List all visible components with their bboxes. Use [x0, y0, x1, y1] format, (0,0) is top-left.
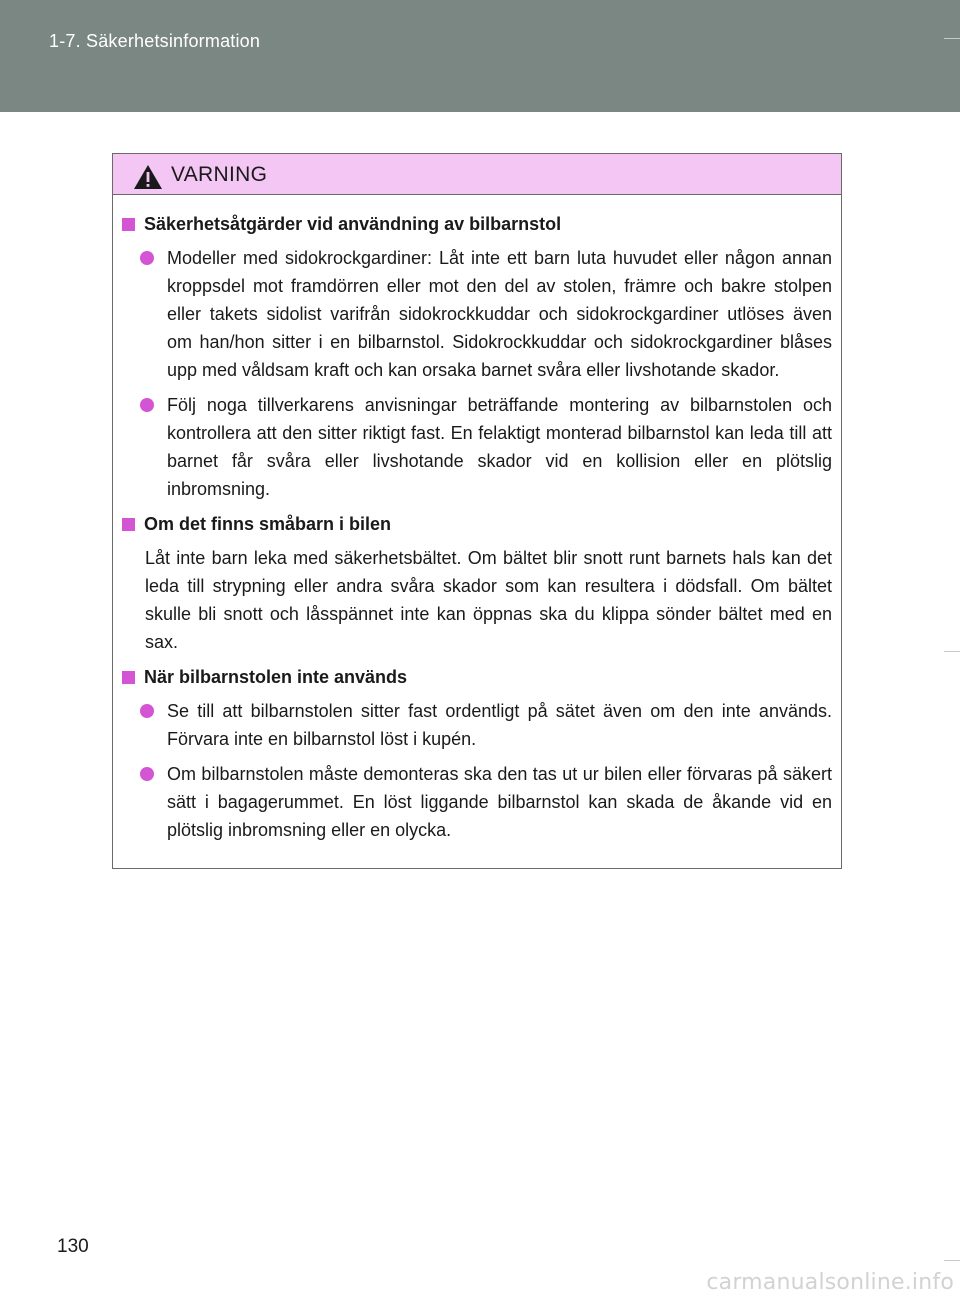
list-item: Se till att bilbarnstolen sitter fast ordentligt på sätet även om den inte används. Förvara inte en bilbarnstol löst i kupén.: [122, 697, 832, 753]
warning-label: VARNING: [171, 163, 268, 186]
crop-mark: [944, 651, 960, 652]
section-title: När bilbarnstolen inte används: [122, 664, 832, 690]
square-bullet-icon: [122, 218, 135, 231]
warning-triangle-icon: [133, 164, 163, 190]
section-title: Säkerhetsåtgärder vid användning av bilbarnstol: [122, 211, 832, 237]
round-bullet-icon: [140, 767, 154, 781]
warning-box: [112, 153, 842, 869]
round-bullet-icon: [140, 704, 154, 718]
square-bullet-icon: [122, 518, 135, 531]
warning-body: [113, 195, 841, 844]
round-bullet-icon: [140, 251, 154, 265]
page-number: 130: [57, 1236, 89, 1257]
round-bullet-icon: [140, 398, 154, 412]
crop-mark: [944, 38, 960, 39]
list-item: Modeller med sidokrockgardiner: Låt inte ett barn luta huvudet eller någon annan kroppsdel mot framdörren eller mot den del av stolen, främre och bakre stolpen eller takets sidolist varifrån sidokrockkuddar och sidokrockgardiner utlöses även om han/hon sitter i en bilbarnstol. Sidokrockkuddar och sidokrockgardiner blåses upp med våldsam kraft och kan orsaka barnet svåra eller livshotande skador.: [122, 244, 832, 384]
header-band: [0, 0, 960, 112]
crop-mark: [944, 1260, 960, 1261]
warning-header: [113, 154, 841, 195]
watermark: carmanualsonline.info: [706, 1270, 954, 1295]
paragraph: Låt inte barn leka med säkerhetsbältet. Om bältet blir snott runt barnets hals kan det leda till strypning eller andra svåra skador som kan resultera i dödsfall. Om bältet skulle bli snott och låsspännet inte kan öppnas ska du klippa sönder bältet med en sax.: [145, 548, 832, 652]
list-item: Om bilbarnstolen måste demonteras ska den tas ut ur bilen eller förvaras på säkert sätt i bagagerummet. En löst liggande bilbarnstol kan skada de åkande vid en plötslig inbromsning eller en olycka.: [122, 760, 832, 844]
square-bullet-icon: [122, 671, 135, 684]
section-title: Om det finns småbarn i bilen: [122, 511, 832, 537]
section-header-title: 1-7. Säkerhetsinformation: [49, 31, 261, 51]
list-item: Följ noga tillverkarens anvisningar beträffande montering av bilbarnstolen och kontrollera att den sitter riktigt fast. En felaktigt monterad bilbarnstol kan leda till att barnet får svåra eller livshotande skador vid en kollision eller en plötslig inbromsning.: [122, 391, 832, 503]
